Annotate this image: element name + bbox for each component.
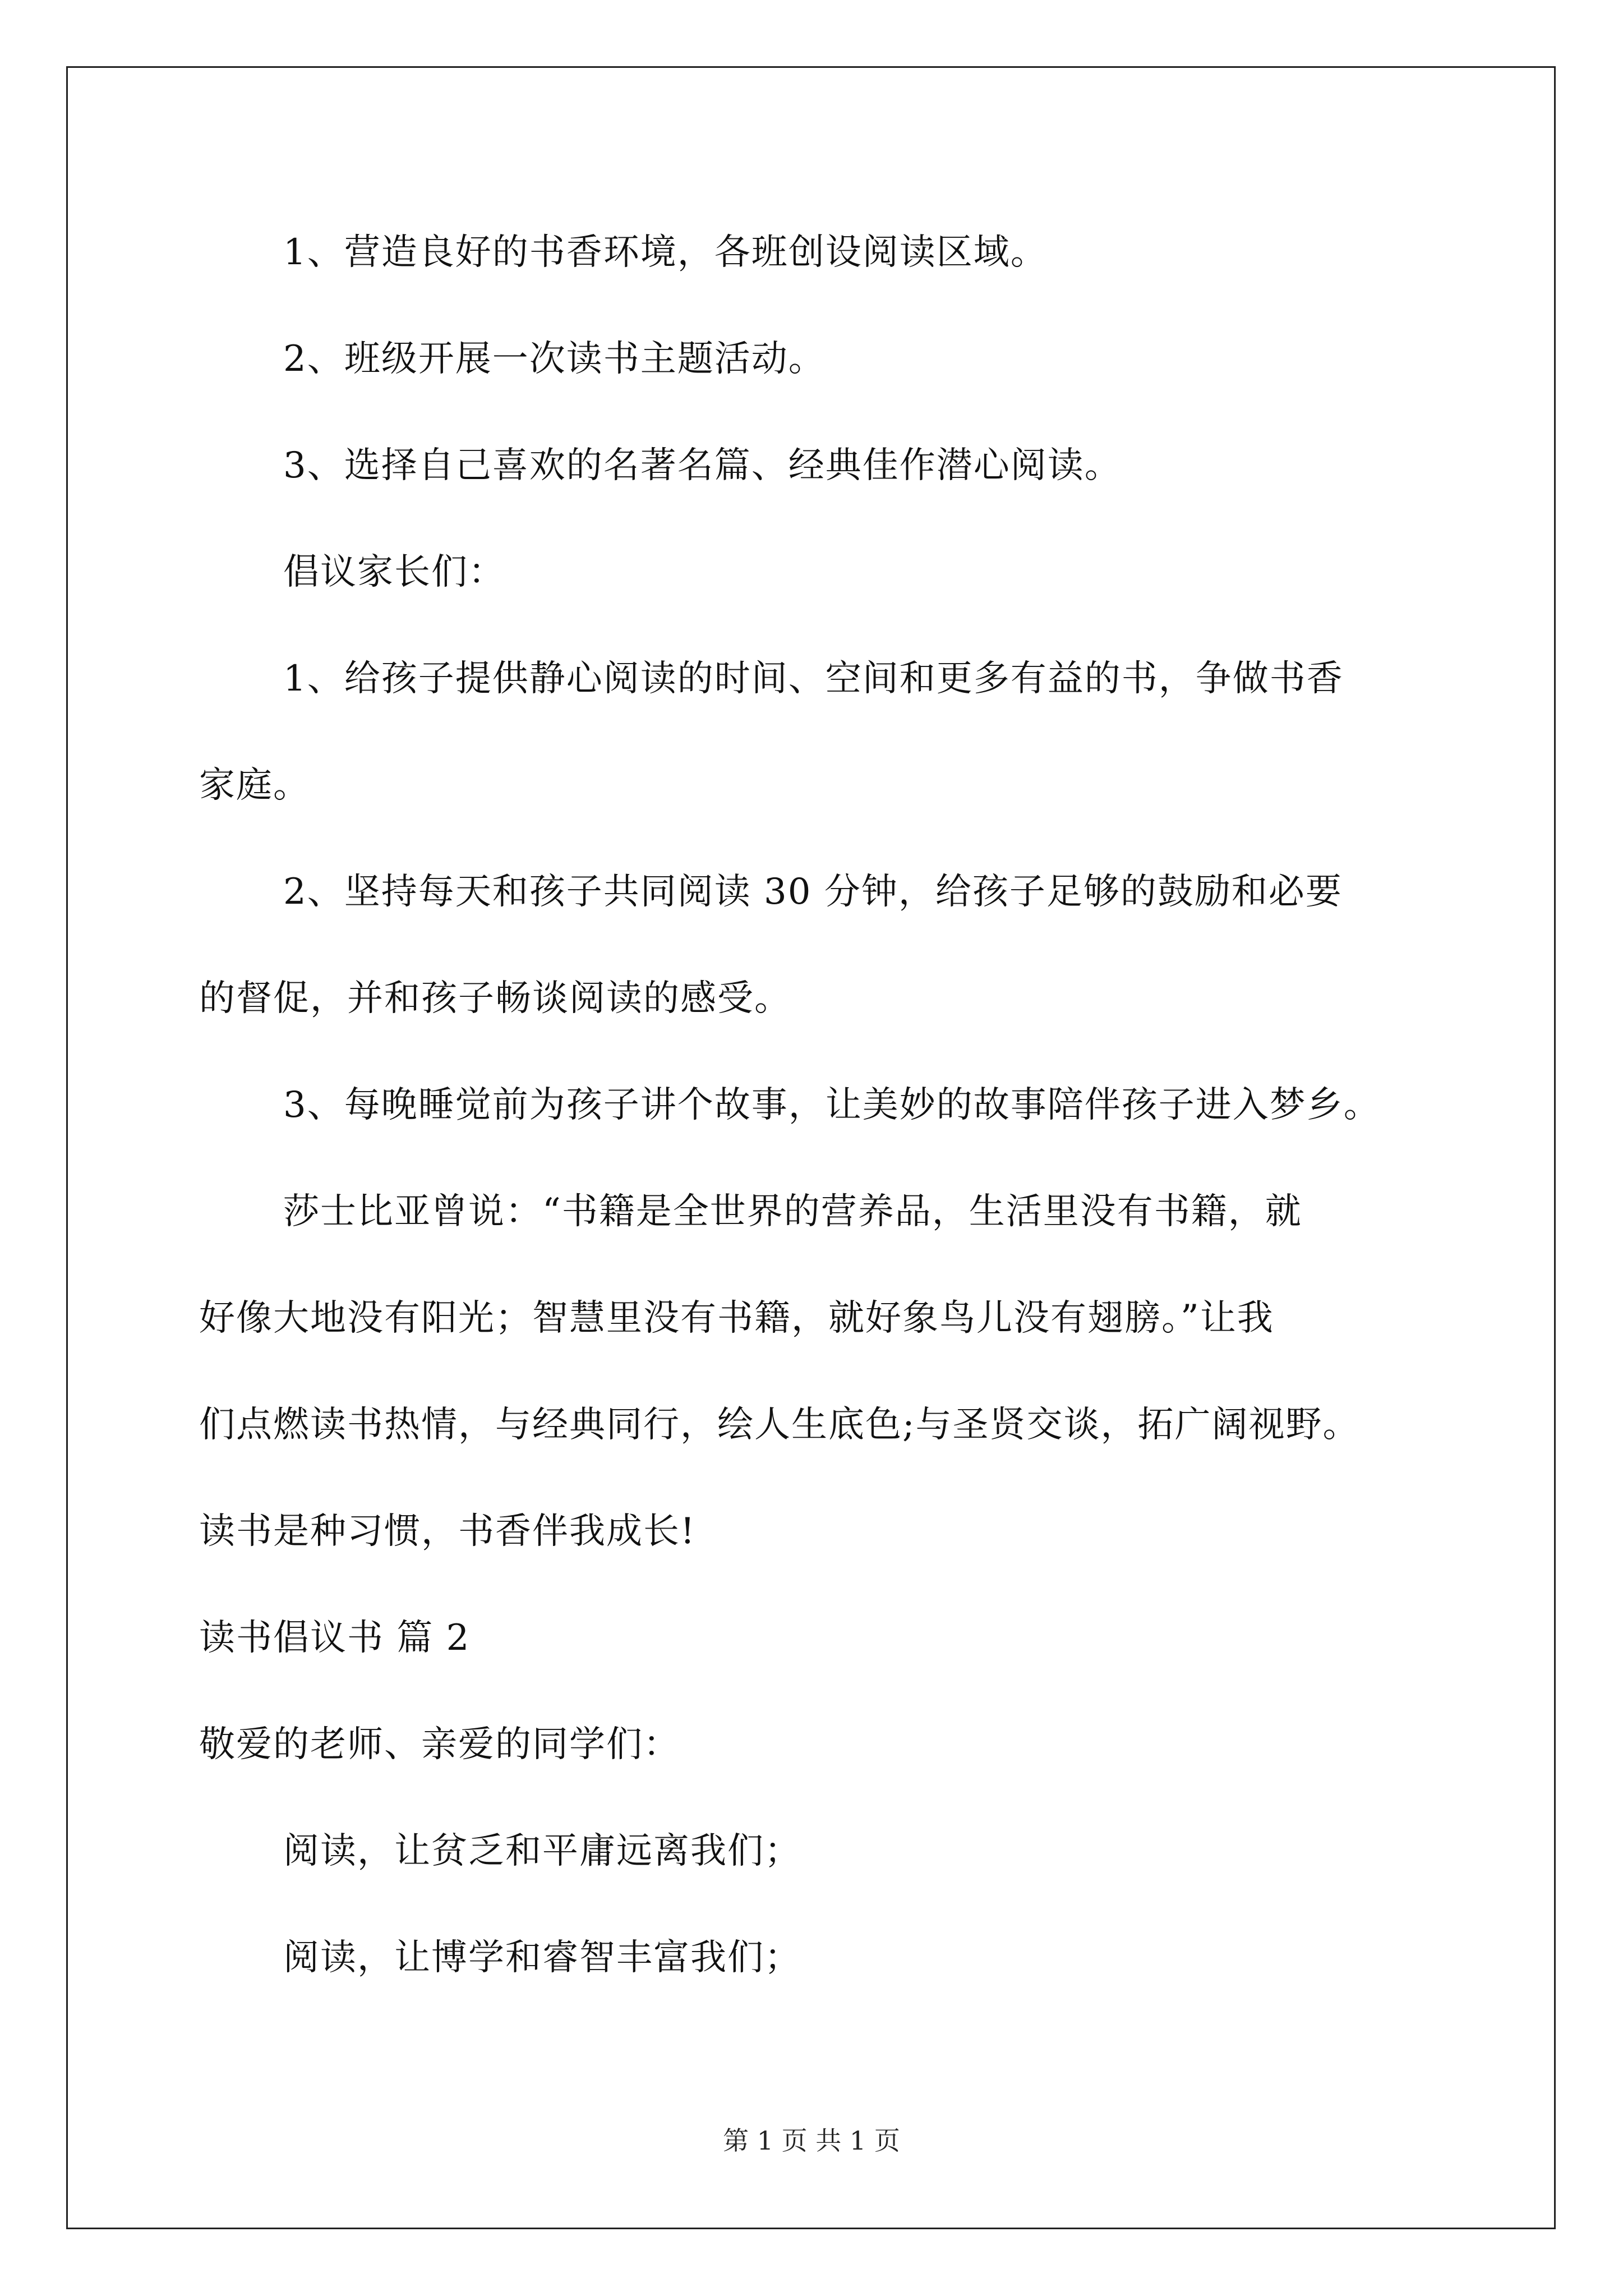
paragraph-line: 读书是种习惯，书香伴我成长! xyxy=(199,1511,696,1552)
article-title: 读书倡议书 篇 2 xyxy=(199,1617,471,1659)
paragraph-line: 的督促，并和孩子畅谈阅读的感受。 xyxy=(199,978,791,1019)
paragraph-line: 阅读，让贫乏和平庸远离我们； xyxy=(283,1830,801,1872)
page-number-footer: 第 1 页 共 1 页 xyxy=(723,2125,900,2156)
paragraph-line: 1、营造良好的书香环境，各班创设阅读区域。 xyxy=(283,232,1048,273)
paragraph-line: 2、班级开展一次读书主题活动。 xyxy=(283,338,826,380)
paragraph-line: 1、给孩子提供静心阅读的时间、空间和更多有益的书，争做书香 xyxy=(283,658,1344,700)
paragraph-line: 们点燃读书热情，与经典同行，绘人生底色;与圣贤交谈，拓广阔视野。 xyxy=(199,1404,1360,1446)
paragraph-line: 好像大地没有阳光；智慧里没有书籍，就好象鸟儿没有翅膀。”让我 xyxy=(199,1297,1274,1339)
section-heading: 倡议家长们： xyxy=(283,551,505,593)
paragraph-line: 3、选择自己喜欢的名著名篇、经典佳作潜心阅读。 xyxy=(283,445,1122,486)
paragraph-line: 2、坚持每天和孩子共同阅读 30 分钟，给孩子足够的鼓励和必要 xyxy=(283,871,1343,913)
paragraph-line: 莎士比亚曾说：“书籍是全世界的营养品，生活里没有书籍，就 xyxy=(283,1191,1302,1232)
paragraph-line: 家庭。 xyxy=(199,765,310,806)
salutation: 敬爱的老师、亲爱的同学们： xyxy=(199,1724,680,1765)
page-frame xyxy=(66,66,1556,2229)
paragraph-line: 阅读，让博学和睿智丰富我们； xyxy=(283,1937,801,1978)
paragraph-line: 3、每晚睡觉前为孩子讲个故事，让美妙的故事陪伴孩子进入梦乡。 xyxy=(283,1084,1381,1126)
